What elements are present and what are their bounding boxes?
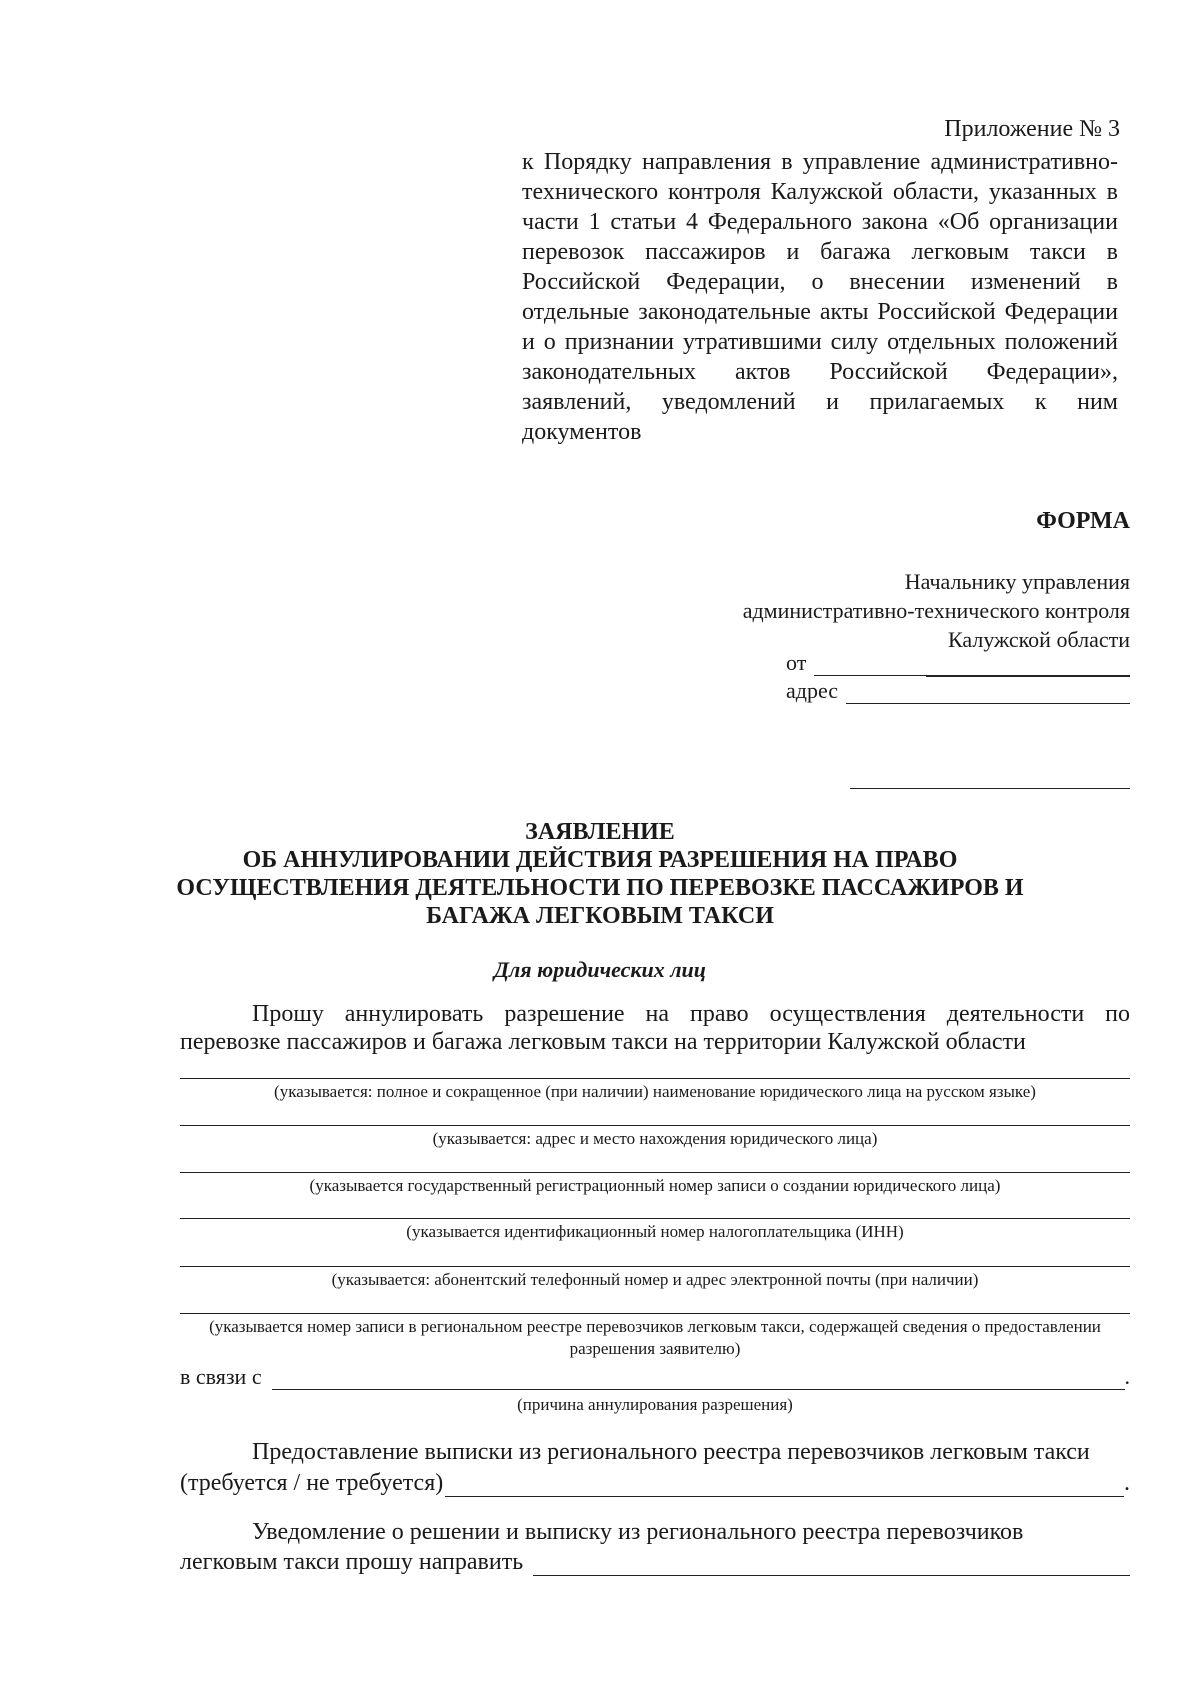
hint-address: (указывается: адрес и место нахождения юридического лица) [432,1129,878,1148]
extract-option: (требуется / не требуется) [180,1470,444,1496]
hint-name: (указывается: полное и сокращенное (при наличии) наименование юридического лица на русском языке) [274,1082,1036,1101]
form-label: ФОРМА [1036,508,1130,534]
addressee-line-3: Калужской области [948,627,1130,652]
notify-field[interactable] [533,1557,1130,1576]
name-field[interactable] [180,1078,1130,1079]
notify-paragraph [180,1518,1130,1546]
inn-field[interactable] [180,1218,1130,1219]
hint-registry: (указывается номер записи в региональном реестре перевозчиков легковым такси, содержащей сведения о предоставлении разрешения заявителю) [209,1317,1101,1358]
appendix-number: Приложение № 3 [944,116,1120,142]
reason-field[interactable] [272,1371,1125,1390]
addressee-line-1: Начальнику управления [904,569,1130,594]
request-text: Прошу аннулировать разрешение на право осуществления деятельности по перевозке пассажиров и багажа легковым такси на территории Калужской области [180,1001,1130,1055]
address-field[interactable] [846,685,1130,704]
from-label: от [786,650,807,675]
notify-row [180,1549,1130,1576]
extract-paragraph [180,1438,1130,1466]
address-field-extra[interactable] [850,786,1130,789]
title-line-4: БАГАЖА ЛЕГКОВЫМ ТАКСИ [426,903,774,929]
hint-reason: (причина аннулирования разрешения) [517,1395,793,1414]
appendix-text: к Порядку направления в управление административно-технического контроля Калужской области, указанных в части 1 статьи 4 Федерального закона «Об организации перевозок пассажиров и багажа легковым такси в Российской Федерации, о внесении изменений в отдельные законодательные акты Российской Федерации и о признании утратившими силу отдельных положений законодательных актов Российской Федерации», заявлений, уведомлений и прилагаемых к ним документов [522,149,1118,445]
address-row [786,678,1130,704]
hint-reg-number: (указывается государственный регистрационный номер записи о создании юридического лица) [309,1176,1001,1195]
document-subtitle: Для юридических лиц [493,957,707,982]
extract-text: Предоставление выписки из регионального реестра перевозчиков легковым такси [252,1439,1090,1465]
reason-label: в связи с [180,1364,262,1389]
from-row [786,650,1130,676]
address-label: адрес [786,678,839,703]
notify-text: Уведомление о решении и выписку из регионального реестра перевозчиков [252,1519,1024,1545]
request-paragraph [180,1000,1130,1056]
from-field[interactable] [814,657,1130,676]
hint-phone: (указывается: абонентский телефонный номер и адрес электронной почты (при наличии) [331,1270,979,1289]
reg-number-field[interactable] [180,1172,1130,1173]
hint-inn: (указывается идентификационный номер налогоплательщика (ИНН) [406,1222,904,1241]
document-title [150,818,1050,930]
reason-row: в связи с . [180,1364,1130,1389]
extract-row: (требуется / не требуется) . [180,1470,1130,1496]
legal-address-field[interactable] [180,1125,1130,1126]
notify-tail: легковым такси прошу направить [180,1549,524,1575]
addressee-line-2: административно-технического контроля [742,598,1130,623]
title-line-3: ОСУЩЕСТВЛЕНИЯ ДЕЯТЕЛЬНОСТИ ПО ПЕРЕВОЗКЕ ПАССАЖИРОВ И [176,875,1024,901]
phone-field[interactable] [180,1266,1130,1267]
registry-number-field[interactable] [180,1313,1130,1314]
title-line-2: ОБ АННУЛИРОВАНИИ ДЕЙСТВИЯ РАЗРЕШЕНИЯ НА ПРАВО [242,847,958,873]
title-line-1: ЗАЯВЛЕНИЕ [525,819,675,845]
extract-field[interactable] [445,1478,1124,1497]
